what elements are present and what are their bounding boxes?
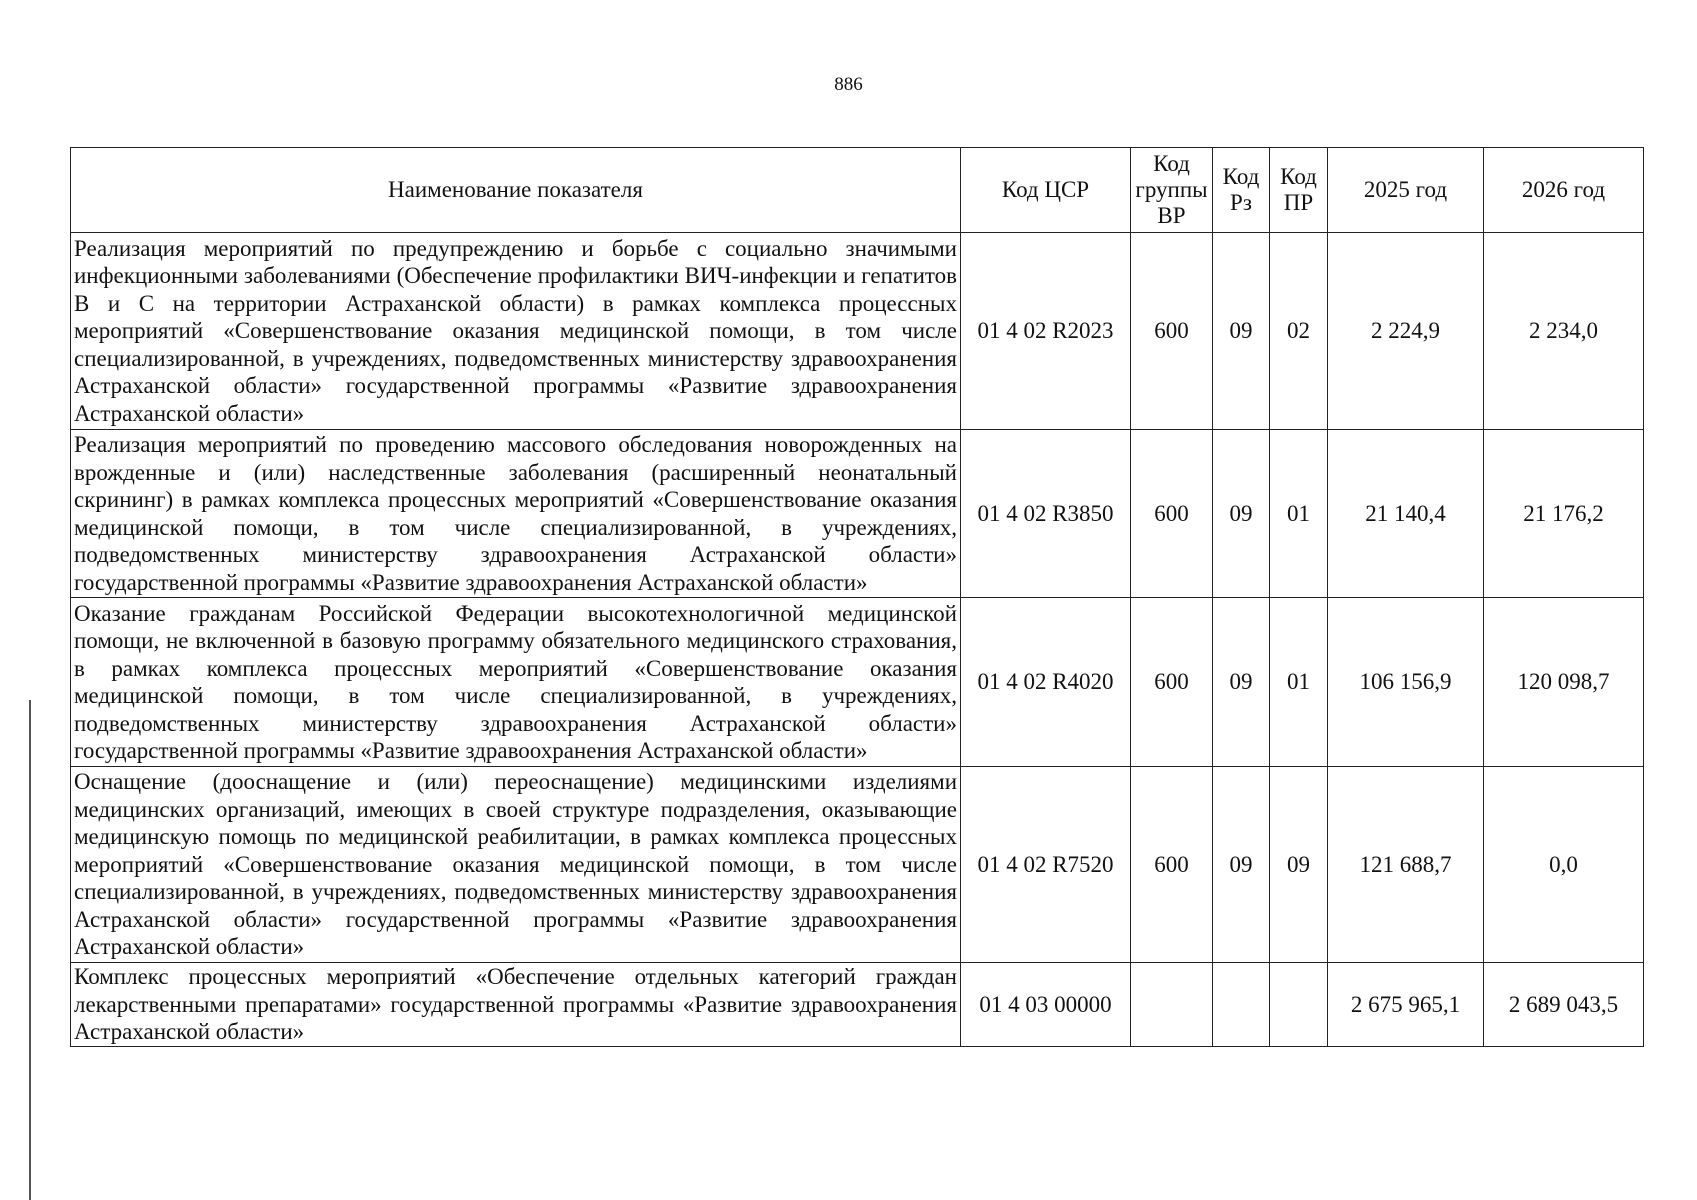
row-pr-code [1270,963,1328,1047]
row-amount-2025: 106 156,9 [1328,598,1484,767]
row-rz-code: 09 [1213,233,1270,430]
header-name: Наименование показателя [71,148,961,233]
table-row [71,598,1644,767]
row-csr-code: 01 4 02 R3850 [961,430,1131,598]
row-csr-code: 01 4 03 00000 [961,963,1131,1047]
row-rz-code: 09 [1213,598,1270,767]
header-csr-code: Код ЦСР [961,148,1131,233]
row-amount-2026: 21 176,2 [1484,430,1644,598]
row-name: Оснащение (дооснащение и (или) переоснащение) медицинскими изделиями медицинских организаций, имеющих в своей структуре подразделения, оказывающие медицинскую помощь по медицинской реабилитации, в рамках комплекса процессных мероприятий «Совершенствование оказания медицинской помощи, в том числе специализированной, в учреждениях, подведомственных министерству здравоохранения Астраханской области» государственной программы «Развитие здравоохранения Астраханской области» [71,767,961,963]
row-csr-code: 01 4 02 R4020 [961,598,1131,767]
row-rz-code [1213,963,1270,1047]
table-row [71,430,1644,598]
row-pr-code: 09 [1270,767,1328,963]
row-name: Реализация мероприятий по проведению массового обследования новорожденных на врожденные и (или) наследственные заболевания (расширенный неонатальный скрининг) в рамках комплекса процессных мероприятий «Совершенствование оказания медицинской помощи, в том числе специализированной, в учреждениях, подведомственных министерству здравоохранения Астраханской области» государственной программы «Развитие здравоохранения Астраханской области» [71,430,961,598]
row-amount-2025: 121 688,7 [1328,767,1484,963]
row-vr-code: 600 [1131,598,1213,767]
row-vr-code: 600 [1131,233,1213,430]
row-amount-2026: 2 234,0 [1484,233,1644,430]
row-csr-code: 01 4 02 R7520 [961,767,1131,963]
row-csr-code: 01 4 02 R2023 [961,233,1131,430]
row-pr-code: 01 [1270,430,1328,598]
header-year-2025: 2025 год [1328,148,1484,233]
row-rz-code: 09 [1213,430,1270,598]
row-pr-code: 02 [1270,233,1328,430]
row-name: Комплекс процессных мероприятий «Обеспечение отдельных категорий граждан лекарственными препаратами» государственной программы «Развитие здравоохранения Астраханской области» [71,963,961,1047]
row-vr-code: 600 [1131,767,1213,963]
row-amount-2025: 2 224,9 [1328,233,1484,430]
row-name: Оказание гражданам Российской Федерации высокотехнологичной медицинской помощи, не включенной в базовую программу обязательного медицинского страхования, в рамках комплекса процессных мероприятий «Совершенствование оказания медицинской помощи, в том числе специализированной, в учреждениях, подведомственных министерству здравоохранения Астраханской области» государственной программы «Развитие здравоохранения Астраханской области» [71,598,961,767]
row-vr-code [1131,963,1213,1047]
budget-table [70,147,1644,1047]
row-amount-2026: 120 098,7 [1484,598,1644,767]
table-row [71,963,1644,1047]
header-pr-code: Код ПР [1270,148,1328,233]
header-year-2026: 2026 год [1484,148,1644,233]
margin-line [29,700,31,1200]
row-rz-code: 09 [1213,767,1270,963]
header-vr-group-code: Код группы ВР [1131,148,1213,233]
row-vr-code: 600 [1131,430,1213,598]
table-row [71,233,1644,430]
row-amount-2026: 0,0 [1484,767,1644,963]
row-amount-2025: 21 140,4 [1328,430,1484,598]
table-row [71,767,1644,963]
row-pr-code: 01 [1270,598,1328,767]
page-number: 886 [834,74,863,95]
table-header-row [71,148,1644,233]
header-rz-code: Код Рз [1213,148,1270,233]
row-amount-2025: 2 675 965,1 [1328,963,1484,1047]
row-amount-2026: 2 689 043,5 [1484,963,1644,1047]
row-name: Реализация мероприятий по предупреждению и борьбе с социально значимыми инфекционными заболеваниями (Обеспечение профилактики ВИЧ-инфекции и гепатитов В и С на территории Астраханской области) в рамках комплекса процессных мероприятий «Совершенствование оказания медицинской помощи, в том числе специализированной, в учреждениях, подведомственных министерству здравоохранения Астраханской области» государственной программы «Развитие здравоохранения Астраханской области» [71,233,961,430]
